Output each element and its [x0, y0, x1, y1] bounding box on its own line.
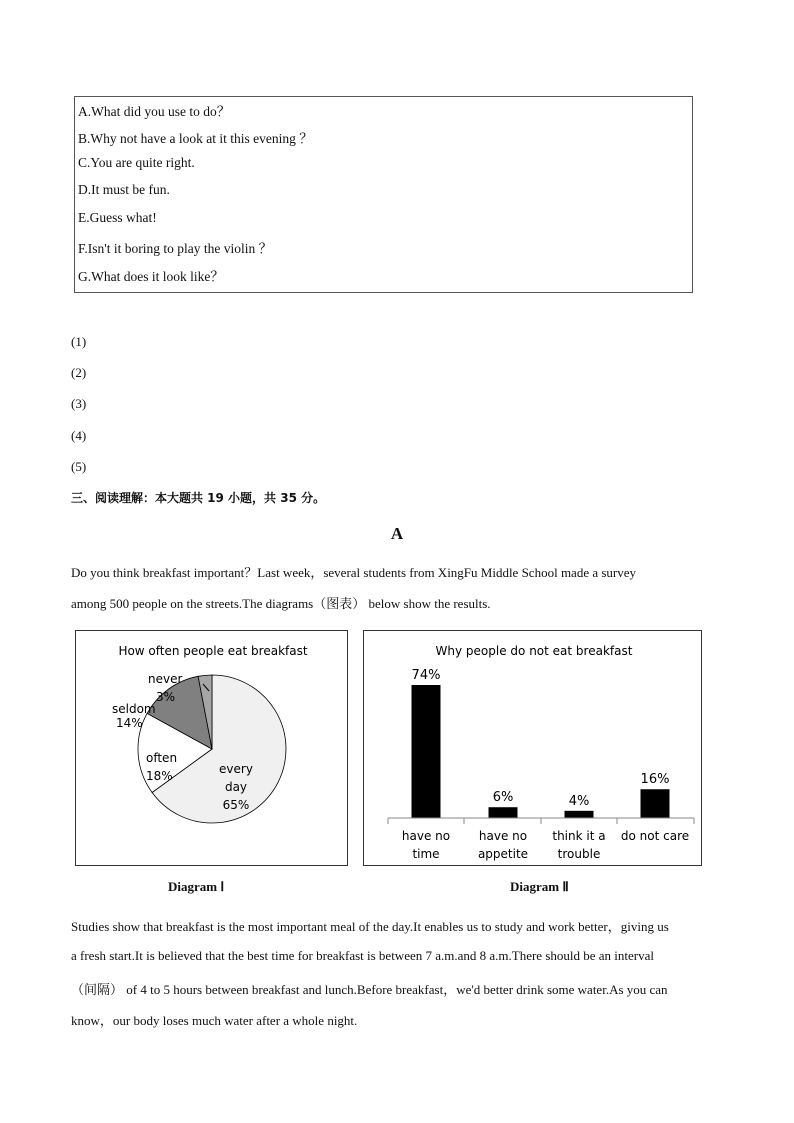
bar-chart	[364, 631, 703, 867]
bar-label-3: 4%	[568, 793, 590, 809]
bar-title: Why people do not eat breakfast	[435, 644, 633, 658]
pie-chart	[76, 631, 349, 867]
label-often-pct: 18%	[146, 769, 173, 783]
cat-3-line-1: think it a	[552, 829, 606, 843]
body-line-2: a fresh start.It is believed that the best time for breakfast is between 7 a.m.and 8 a.m.There should be an interval	[71, 948, 654, 963]
bar-1	[412, 685, 441, 818]
label-every-day-pct: 65%	[222, 798, 250, 812]
option-a: A.What did you use to do？	[78, 104, 231, 119]
cat-2-line-2: appetite	[477, 847, 529, 861]
option-e: E.Guess what!	[78, 210, 157, 225]
option-b: B.Why not have a look at it this evening ？	[78, 131, 313, 146]
blank-3: (3)	[71, 396, 87, 411]
body-line-1: Studies show that breakfast is the most important meal of the day.It enables us to study and work better，giving us	[71, 919, 669, 934]
label-often-name: often	[146, 751, 178, 765]
options-box	[74, 96, 693, 293]
caption-diagram-1: Diagram Ⅰ	[168, 879, 225, 894]
bar-label-1: 74%	[411, 668, 441, 683]
cat-1-line-2: time	[412, 847, 440, 861]
label-seldom-name: seldom	[112, 702, 156, 716]
diagram-2-box	[363, 630, 702, 866]
blank-1: (1)	[71, 334, 87, 349]
option-d: D.It must be fun.	[78, 182, 170, 197]
section-heading: 三、阅读理解：本大题共 19 小题，共 35 分。	[71, 491, 326, 505]
cat-4-line-1: do not care	[620, 829, 690, 843]
label-never-pct: 3%	[156, 690, 176, 704]
intro-line-2: among 500 people on the streets.The diagrams（图表） below show the results.	[71, 596, 491, 611]
bar-label-4: 16%	[640, 772, 670, 788]
option-f: F.Isn't it boring to play the violin ？	[78, 241, 273, 256]
label-every-day-1: every	[219, 762, 253, 776]
option-c: C.You are quite right.	[78, 155, 195, 170]
cat-1-line-1: have no	[401, 829, 451, 843]
passage-title: A	[390, 524, 404, 543]
label-seldom-pct: 14%	[116, 716, 143, 730]
blank-4: (4)	[71, 428, 87, 443]
intro-line-1: Do you think breakfast important？Last week，several students from XingFu Middle School made a survey	[71, 565, 637, 580]
bar-label-2: 6%	[492, 790, 514, 806]
option-g: G.What does it look like？	[78, 269, 224, 284]
blank-5: (5)	[71, 459, 87, 474]
body-line-4: know，our body loses much water after a whole night.	[71, 1013, 358, 1028]
bar-3	[565, 811, 594, 818]
caption-diagram-2: Diagram Ⅱ	[510, 879, 569, 894]
pie-title: How often people eat breakfast	[118, 644, 308, 658]
body-line-3: （间隔） of 4 to 5 hours between breakfast and lunch.Before breakfast，we'd better drink some water.As you can	[71, 982, 668, 997]
diagram-1-box	[75, 630, 348, 866]
label-every-day-2: day	[224, 780, 248, 794]
blank-2: (2)	[71, 365, 87, 380]
label-never-name: never	[148, 672, 183, 686]
cat-2-line-1: have no	[478, 829, 528, 843]
cat-3-line-2: trouble	[557, 847, 601, 861]
bar-2	[489, 807, 518, 818]
bar-4	[641, 789, 670, 818]
